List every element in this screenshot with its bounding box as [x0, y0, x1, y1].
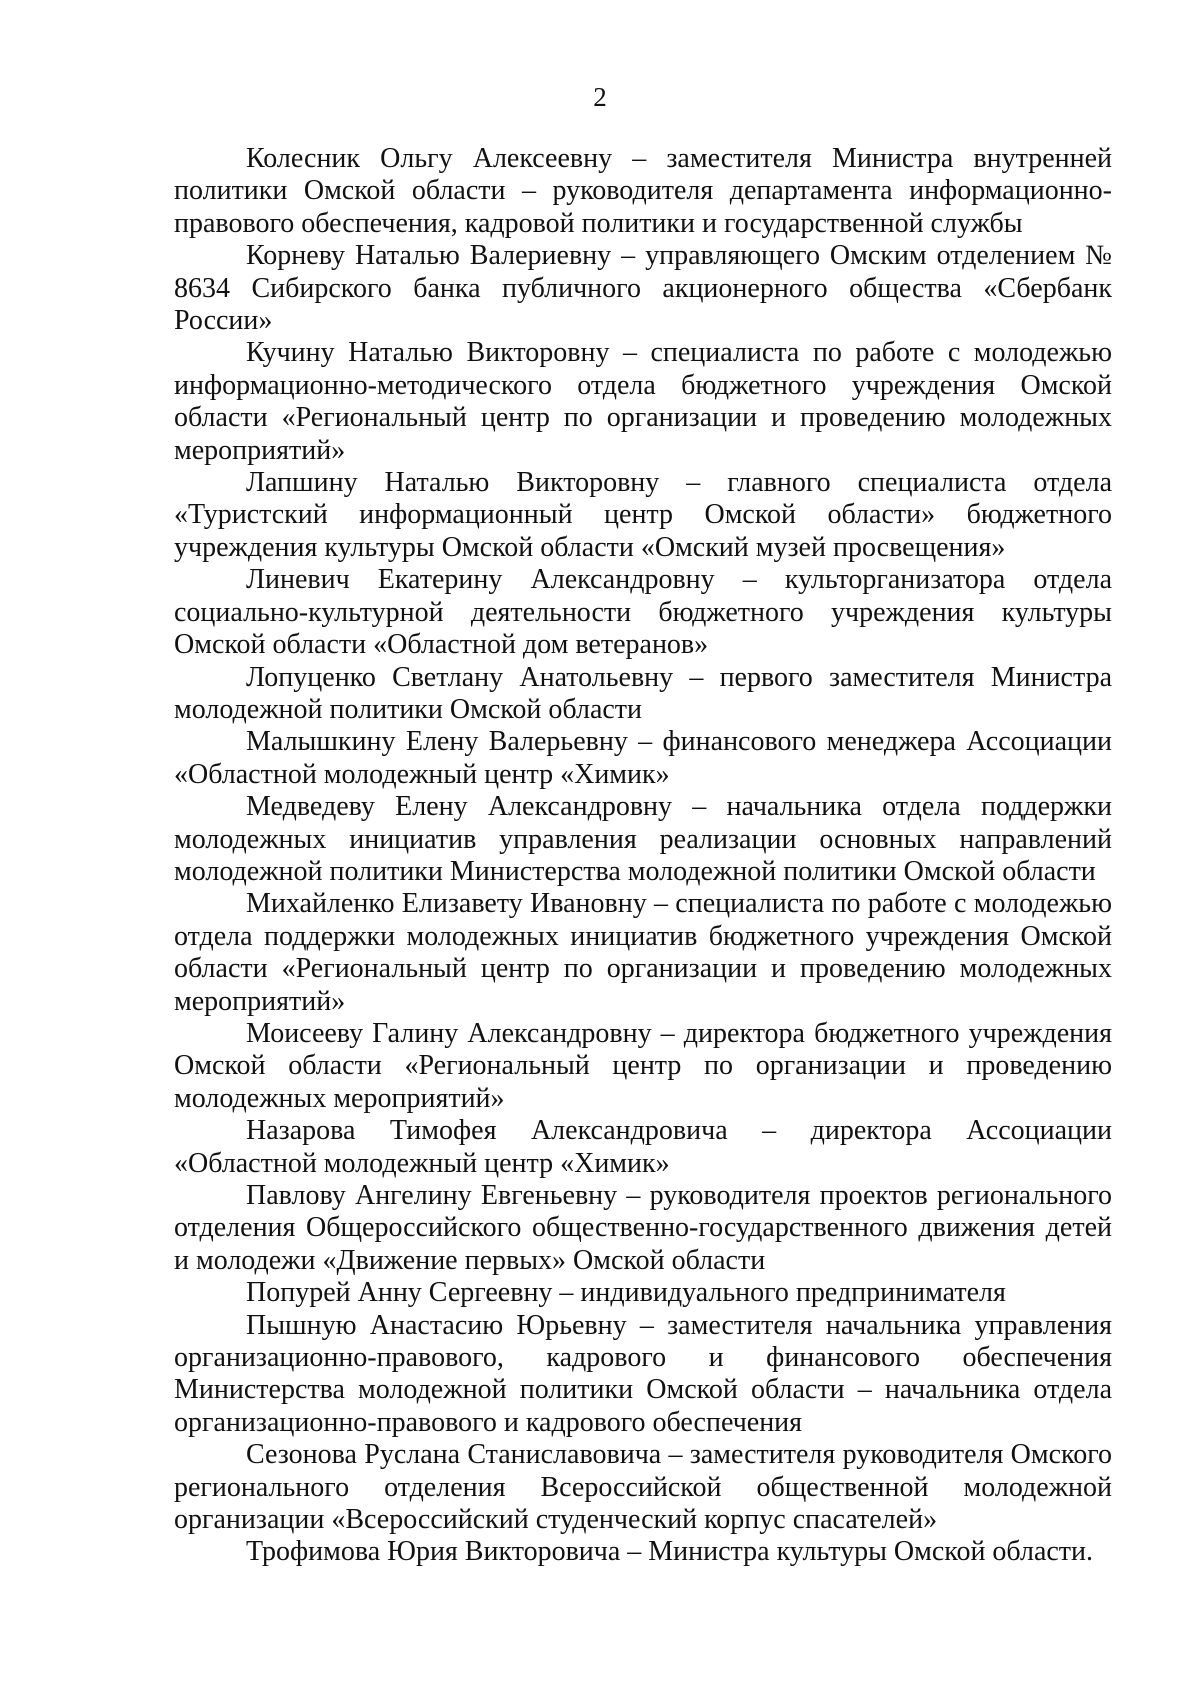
list-item: Павлову Ангелину Евгеньевну – руководителя проектов регионального отделения Общероссийского общественно-государственного движения детей и молодежи «Движение первых» Омской области [174, 1180, 1112, 1276]
list-item: Пышную Анастасию Юрьевну – заместителя начальника управления организационно-правового, кадрового и финансового обеспечения Министерства молодежной политики Омской области – начальника отдела организационно-правового и кадрового обеспечения [174, 1309, 1112, 1438]
list-item: Моисееву Галину Александровну – директора бюджетного учреждения Омской области «Региональный центр по организации и проведению молодежных мероприятий» [174, 1017, 1112, 1114]
list-item: Назарова Тимофея Александровича – директора Ассоциации «Областной молодежный центр «Химик» [174, 1115, 1112, 1179]
entries-list [174, 143, 1112, 1569]
list-item: Лопуценко Светлану Анатольевну – первого заместителя Министра молодежной политики Омской области [174, 661, 1112, 725]
list-item: Медведеву Елену Александровну – начальника отдела поддержки молодежных инициатив управления реализации основных направлений молодежной политики Министерства молодежной политики Омской области [174, 791, 1112, 887]
list-item: Трофимова Юрия Викторовича – Министра культуры Омской области. [246, 1536, 1094, 1568]
list-item: Малышкину Елену Валерьевну – финансового менеджера Ассоциации «Областной молодежный центр «Химик» [174, 726, 1112, 790]
list-item: Кучину Наталью Викторовну – специалиста по работе с молодежью информационно-методического отдела бюджетного учреждения Омской области «Региональный центр по организации и проведению молодежных мероприятий» [174, 337, 1112, 466]
list-item: Лапшину Наталью Викторовну – главного специалиста отдела «Туристский информационный центр Омской области» бюджетного учреждения культуры Омской области «Омский музей просвещения» [174, 467, 1112, 563]
list-item: Колесник Ольгу Алексеевну – заместителя Министра внутренней политики Омской области – руководителя департамента информационно-правового обеспечения, кадровой политики и государственной службы [174, 143, 1112, 239]
list-item: Сезонова Руслана Станиславовича – заместителя руководителя Омского регионального отделения Всероссийской общественной молодежной организации «Всероссийский студенческий корпус спасателей» [174, 1439, 1112, 1536]
list-item: Линевич Екатерину Александровну – культорганизатора отдела социально-культурной деятельности бюджетного учреждения культуры Омской области «Областной дом ветеранов» [174, 564, 1112, 661]
list-item: Михайленко Елизавету Ивановну – специалиста по работе с молодежью отдела поддержки молодежных инициатив бюджетного учреждения Омской области «Региональный центр по организации и проведению молодежных мероприятий» [174, 888, 1112, 1017]
page-number: 2 [593, 82, 607, 112]
list-item: Корневу Наталью Валериевну – управляющего Омским отделением № 8634 Сибирского банка публичного акционерного общества «Сбербанк России» [174, 240, 1112, 337]
list-item: Попурей Анну Сергеевну – индивидуального предпринимателя [246, 1277, 1006, 1309]
